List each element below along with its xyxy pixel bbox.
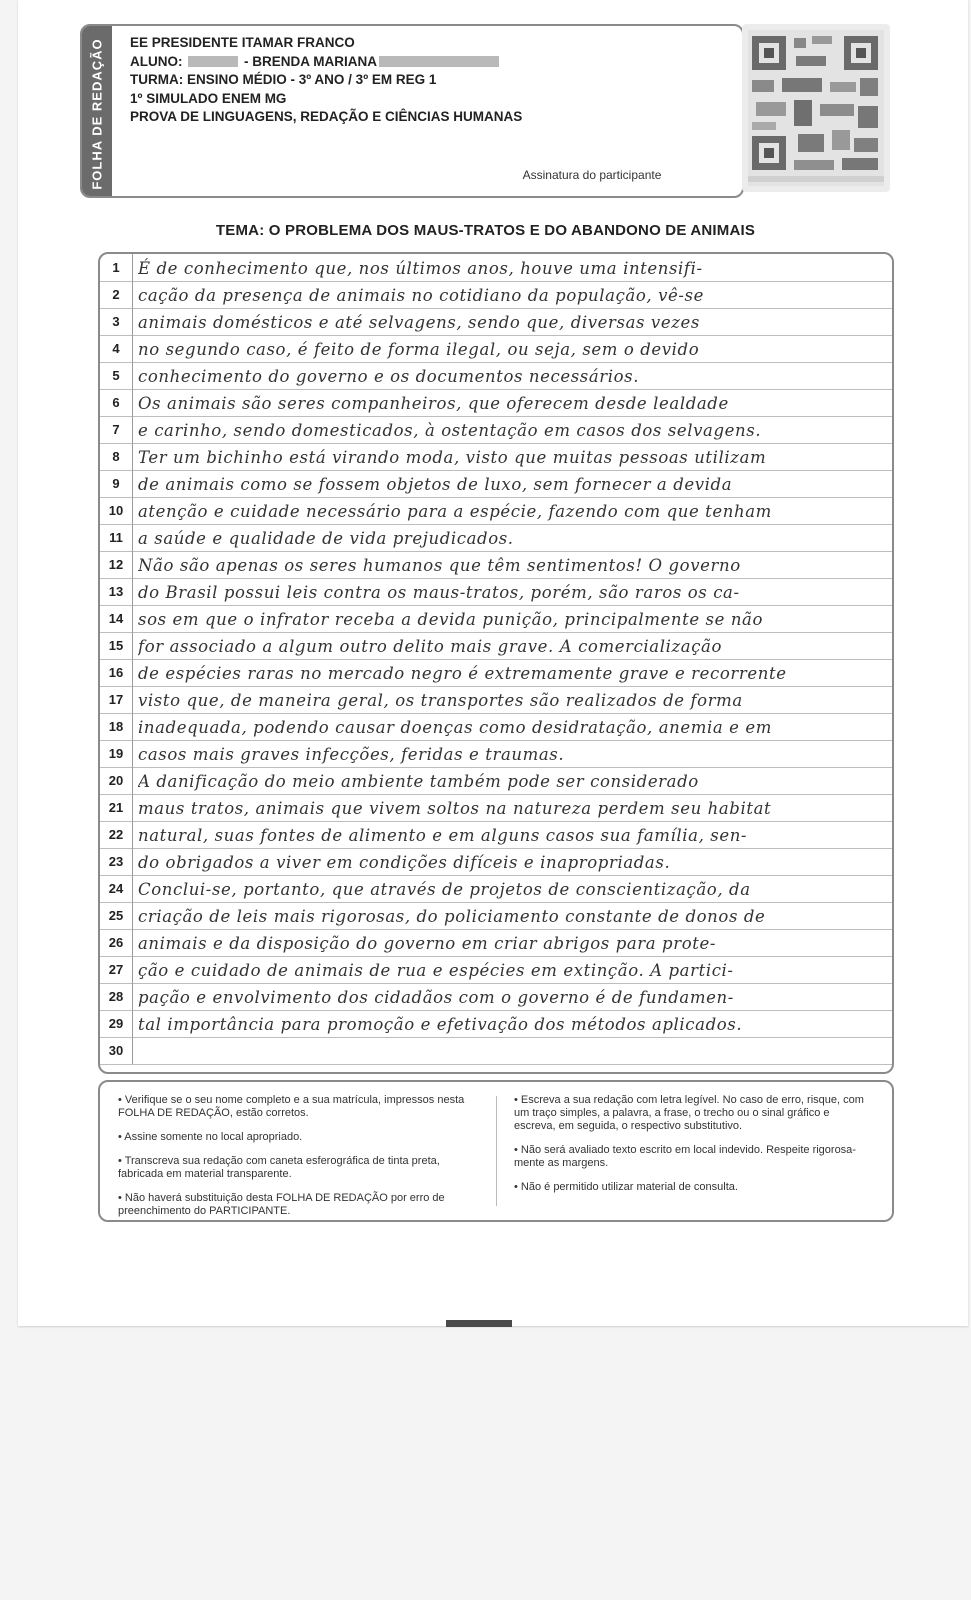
- handwritten-text: visto que, de maneira geral, os transportes são realizados de forma: [138, 691, 743, 710]
- handwritten-text: for associado a algum outro delito mais grave. A comercialização: [138, 637, 723, 656]
- handwritten-text: maus tratos, animais que vivem soltos na natureza perdem seu habitat: [138, 799, 772, 818]
- header-box: [80, 24, 744, 198]
- line-number: 10: [100, 497, 133, 524]
- essay-line: [100, 713, 892, 741]
- essay-line: [100, 956, 892, 984]
- handwritten-text: cação da presença de animais no cotidiano da população, vê-se: [138, 286, 704, 305]
- essay-line: [100, 983, 892, 1011]
- line-number: 23: [100, 848, 133, 875]
- essay-line: [100, 335, 892, 363]
- handwritten-text: do obrigados a viver em condições difíceis e inapropriadas.: [138, 853, 671, 872]
- handwritten-text: a saúde e qualidade de vida prejudicados.: [138, 529, 514, 548]
- line-number: 16: [100, 659, 133, 686]
- handwritten-text: É de conhecimento que, nos últimos anos, houve uma intensifi-: [138, 259, 703, 278]
- line-number: 9: [100, 470, 133, 497]
- line-number: 7: [100, 416, 133, 443]
- line-number: 18: [100, 713, 133, 740]
- essay-theme: TEMA: O PROBLEMA DOS MAUS-TRATOS E DO ABANDONO DE ANIMAIS: [215, 222, 756, 239]
- line-number: 6: [100, 389, 133, 416]
- essay-line: [100, 929, 892, 957]
- student-prefix: ALUNO:: [130, 53, 183, 69]
- header-info: [130, 34, 522, 127]
- class-line: TURMA: ENSINO MÉDIO - 3º ANO / 3º EM REG 1: [130, 72, 437, 87]
- essay-line: [100, 389, 892, 417]
- redacted-block: [188, 56, 238, 67]
- handwritten-text: conhecimento do governo e os documentos necessários.: [138, 367, 640, 386]
- instructions-divider: [496, 1096, 497, 1206]
- essay-line: [100, 1037, 892, 1065]
- line-number: 15: [100, 632, 133, 659]
- exam-line: 1º SIMULADO ENEM MG: [130, 90, 287, 106]
- instruction-item: • Escreva a sua redação com letra legível. No caso de erro, risque, com um traço simples, a palavra, a frase, o trecho ou o sinal gráfico e escreva, em seguida, o respectivo substitutivo.: [514, 1094, 864, 1132]
- instructions-box: [98, 1080, 894, 1222]
- line-number: 19: [100, 740, 133, 767]
- line-number: 26: [100, 929, 133, 956]
- essay-line: [100, 632, 892, 660]
- instructions-right: [514, 1094, 866, 1205]
- side-band: [82, 26, 112, 196]
- instruction-item: • Verifique se o seu nome completo e a sua matrícula, impressos nesta FOLHA DE REDAÇÃO, estão corretos.: [118, 1094, 465, 1119]
- essay-line: [100, 848, 892, 876]
- essay-line: [100, 416, 892, 444]
- handwritten-text: do Brasil possui leis contra os maus-tratos, porém, são raros os ca-: [138, 583, 740, 602]
- essay-line: [100, 524, 892, 552]
- line-number: 8: [100, 443, 133, 470]
- line-number: 14: [100, 605, 133, 632]
- instruction-item: • Não é permitido utilizar material de consulta.: [514, 1181, 738, 1193]
- essay-line: [100, 254, 892, 282]
- essay-line: [100, 794, 892, 822]
- handwritten-text: tal importância para promoção e efetivação dos métodos aplicados.: [138, 1015, 743, 1034]
- instructions-left: [118, 1094, 470, 1229]
- line-number: 1: [100, 254, 133, 281]
- line-number: 5: [100, 362, 133, 389]
- essay-line: [100, 443, 892, 471]
- line-number: 21: [100, 794, 133, 821]
- handwritten-text: animais e da disposição do governo em criar abrigos para prote-: [138, 934, 717, 953]
- handwritten-text: de espécies raras no mercado negro é extremamente grave e recorrente: [138, 664, 787, 683]
- handwritten-text: atenção e cuidade necessário para a espécie, fazendo com que tenham: [138, 502, 772, 521]
- essay-line: [100, 470, 892, 498]
- line-number: 27: [100, 956, 133, 983]
- redacted-block: [379, 56, 499, 67]
- essay-line: [100, 767, 892, 795]
- line-number: 17: [100, 686, 133, 713]
- handwritten-text: no segundo caso, é feito de forma ilegal, ou seja, sem o devido: [138, 340, 700, 359]
- line-number: 12: [100, 551, 133, 578]
- student-name: - BRENDA MARIANA: [244, 53, 378, 69]
- essay-line: [100, 605, 892, 633]
- essay-line: [100, 686, 892, 714]
- handwritten-text: Os animais são seres companheiros, que oferecem desde lealdade: [138, 394, 729, 413]
- essay-line: [100, 578, 892, 606]
- essay-line: [100, 821, 892, 849]
- handwritten-text: Não são apenas os seres humanos que têm sentimentos! O governo: [138, 556, 741, 575]
- line-number: 3: [100, 308, 133, 335]
- handwritten-text: A danificação do meio ambiente também pode ser considerado: [138, 772, 699, 791]
- handwritten-text: natural, suas fontes de alimento e em alguns casos sua família, sen-: [138, 826, 748, 845]
- line-number: 30: [100, 1037, 133, 1064]
- line-number: 4: [100, 335, 133, 362]
- essay-line: [100, 551, 892, 579]
- line-number: 25: [100, 902, 133, 929]
- line-number: 2: [100, 281, 133, 308]
- instruction-item: • Não será avaliado texto escrito em local indevido. Respeite rigorosa-mente as margens.: [514, 1144, 856, 1169]
- handwritten-text: inadequada, podendo causar doenças como desidratação, anemia e em: [138, 718, 772, 737]
- line-number: 24: [100, 875, 133, 902]
- handwritten-text: criação de leis mais rigorosas, do policiamento constante de donos de: [138, 907, 766, 926]
- signature-label: Assinatura do participante: [522, 168, 662, 182]
- line-number: 13: [100, 578, 133, 605]
- handwritten-text: pação e envolvimento dos cidadãos com o governo é de fundamen-: [138, 988, 734, 1007]
- essay-line: [100, 875, 892, 903]
- test-line: PROVA DE LINGUAGENS, REDAÇÃO E CIÊNCIAS HUMANAS: [130, 109, 523, 124]
- essay-lines: [98, 252, 894, 1074]
- handwritten-text: casos mais graves infecções, feridas e traumas.: [138, 745, 565, 764]
- line-number: 22: [100, 821, 133, 848]
- line-number: 20: [100, 767, 133, 794]
- essay-line: [100, 1010, 892, 1038]
- essay-line: [100, 740, 892, 768]
- line-number: 29: [100, 1010, 133, 1037]
- handwritten-text: de animais como se fossem objetos de luxo, sem fornecer a devida: [138, 475, 733, 494]
- handwritten-text: ção e cuidado de animais de rua e espécies em extinção. A partici-: [138, 961, 734, 980]
- essay-line: [100, 281, 892, 309]
- instruction-item: • Transcreva sua redação com caneta esferográfica de tinta preta, fabricada em material transparente.: [118, 1155, 440, 1180]
- qr-code: [742, 24, 890, 192]
- side-label: FOLHA DE REDAÇÃO: [89, 38, 105, 190]
- student-line: [130, 53, 522, 72]
- line-number: 28: [100, 983, 133, 1010]
- handwritten-text: e carinho, sendo domesticados, à ostentação em casos dos selvagens.: [138, 421, 762, 440]
- handwritten-text: [138, 1040, 886, 1064]
- handwritten-text: Conclui-se, portanto, que através de projetos de conscientização, da: [138, 880, 751, 899]
- essay-line: [100, 362, 892, 390]
- page-edge-tab: [446, 1320, 512, 1327]
- essay-line: [100, 659, 892, 687]
- school-name: EE PRESIDENTE ITAMAR FRANCO: [130, 35, 355, 50]
- instruction-item: • Não haverá substituição desta FOLHA DE REDAÇÃO por erro de preenchimento do PARTICIPANTE.: [118, 1192, 445, 1217]
- essay-line: [100, 308, 892, 336]
- handwritten-text: sos em que o infrator receba a devida punição, principalmente se não: [138, 610, 764, 629]
- essay-line: [100, 902, 892, 930]
- line-number: 11: [100, 524, 133, 551]
- essay-line: [100, 497, 892, 525]
- handwritten-text: Ter um bichinho está virando moda, visto que muitas pessoas utilizam: [138, 448, 767, 467]
- handwritten-text: animais domésticos e até selvagens, sendo que, diversas vezes: [138, 313, 700, 332]
- instruction-item: • Assine somente no local apropriado.: [118, 1131, 303, 1143]
